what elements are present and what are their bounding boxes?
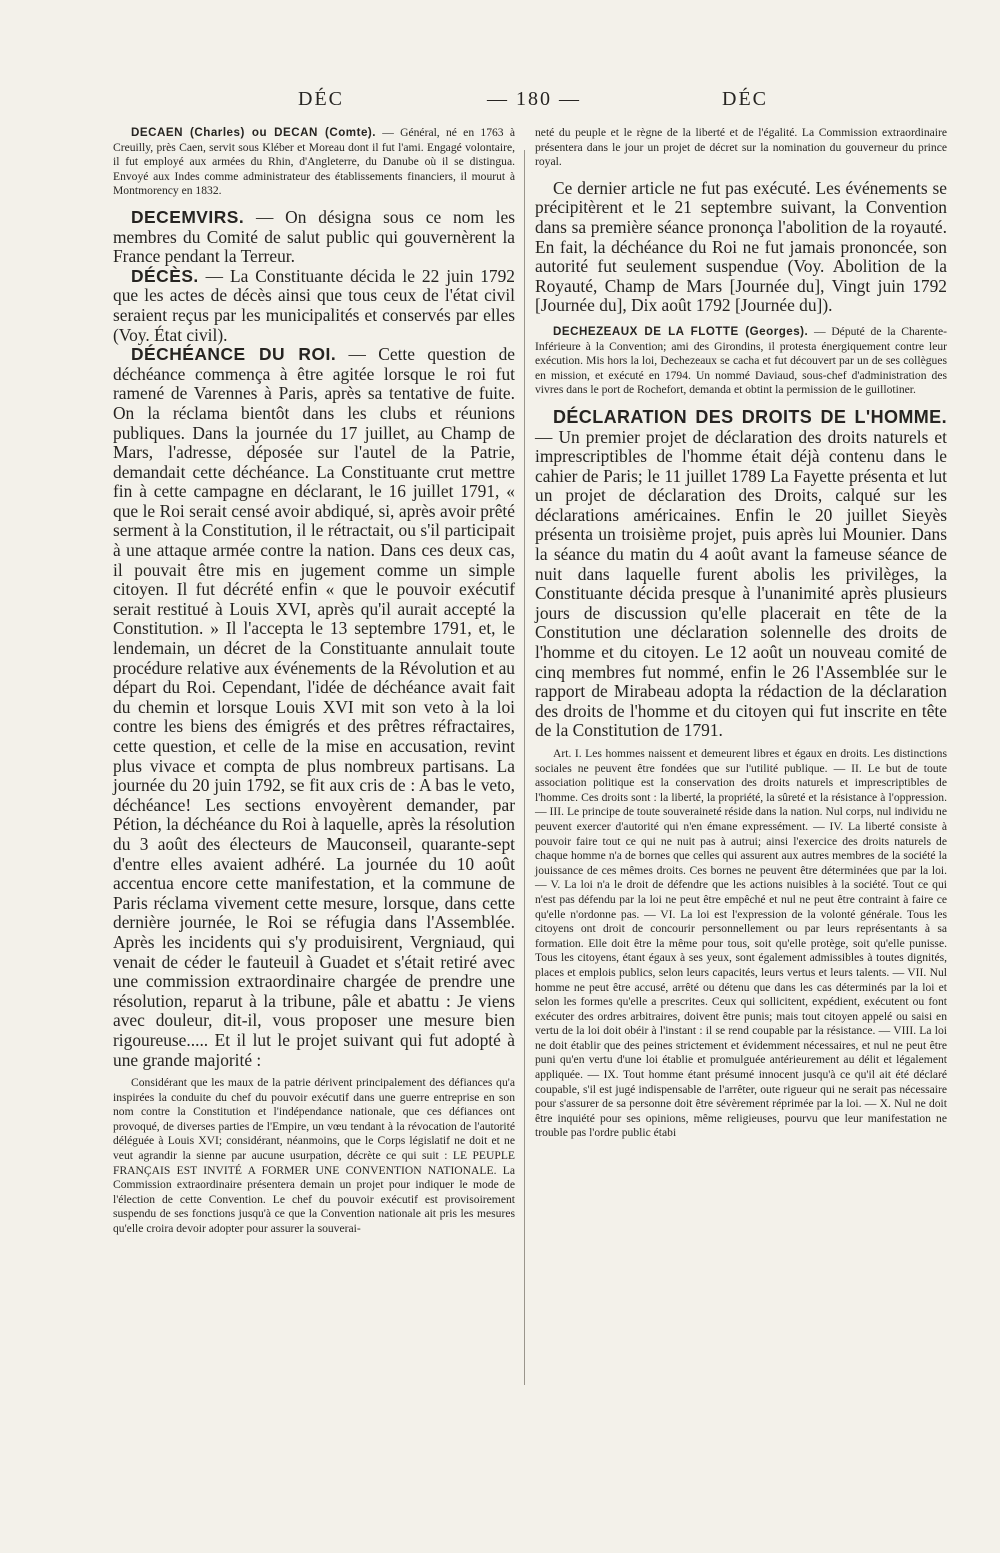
page-number: — 180 — <box>487 88 581 110</box>
entry-decaen <box>113 126 515 199</box>
entry-text-deces: — La Constituante décida le 22 juin 1792 que les actes de décès ainsi que tous ceux de l'état civil seraient reçus par les municipalités et conservés par elles (Voy. État civil). <box>113 265 515 345</box>
left-column <box>113 126 515 1237</box>
decree-text: Considérant que les maux de la patrie dérivent principalement des défiances qu'a inspirées la conduite du chef du pouvoir exécutif dans une guerre entreprise en son nom contre la Constitution et l'indépendance nationale, que ces défiances ont provoqué, de diverses parties de l'Empire, un vœu tendant à la révocation de l'autorité déléguée à Louis XVI; considérant, néanmoins, que le Corps législatif ne doit et ne veut agrandir la sienne par aucune usurpation, décrète ce qui suit : LE PEUPLE FRANÇAIS EST INVITÉ A FORMER UNE CONVENTION NATIONALE. La Commission extraordinaire présentera demain un projet pour indiquer le mode de l'élection de cette Convention. Le chef du pouvoir exécutif est provisoirement suspendu de ses fonctions jusqu'à ce que la Convention nationale ait pris les mesures qu'elle croira devoir adopter pour assurer la souverai- <box>113 1076 515 1236</box>
entry-text-declaration: — Un premier projet de déclaration des droits naturels et imprescriptibles de l'homme était déjà contenu dans le cahier de Paris; le 11 juillet 1789 La Fayette présenta et lut un projet de déclaration des Droits, calqué sur les déclarations américaines. Enfin le 20 juillet Sieyès présenta un troisième projet, puis après lui Mounier. Dans la séance du matin du 4 août avant la fameuse séance de nuit dans laquelle furent abolis les privilèges, la Constituante décida presque à l'unanimité après plusieurs jours de discussion qu'elle placerait en tête de la Constitution une déclaration solennelle des droits de l'homme et du citoyen. Le 12 août un nouveau comité de cinq membres fut nommé, enfin le 26 l'Assemblée sur le rapport de Mirabeau adopta la rédaction de la déclaration des droits de l'homme et du citoyen qui fut inscrite en tête de la Constitution de 1791. <box>535 426 947 741</box>
running-head-left: DÉC <box>298 88 344 110</box>
headword-decheance: DÉCHÉANCE DU ROI. <box>131 344 337 365</box>
column-divider <box>524 150 525 1385</box>
headword-declaration: DÉCLARATION DES DROITS DE L'HOMME. <box>553 406 947 427</box>
right-column <box>535 126 947 1141</box>
declaration-articles: Art. I. Les hommes naissent et demeurent libres et égaux en droits. Les distinctions sociales ne peuvent être fondées que sur l'utilité publique. — II. Le but de toute association politique est la conservation des droits naturels et imprescriptibles de l'homme. Ces droits sont : la liberté, la propriété, la sûreté et la résistance à l'oppression. — III. Le principe de toute souveraineté réside dans la nation. Nul corps, nul individu ne peuvent exercer d'autorité qui n'en émane expressément. — IV. La liberté consiste à pouvoir faire tout ce qui ne nuit pas à autrui; ainsi l'exercice des droits naturels de chaque homme n'a de bornes que celles qui assurent aux autres membres de la société la jouissance de ces mêmes droits. Ces bornes ne peuvent être déterminées que par la loi. — V. La loi n'a le droit de défendre que les actions nuisibles à la société. Tout ce qui n'est pas défendu par la loi ne peut être empêché et nul ne peut être contraint à faire ce qu'elle n'ordonne pas. — VI. La loi est l'expression de la volonté générale. Tous les citoyens ont droit de concourir personnellement ou par leurs représentants à sa formation. Elle doit être la même pour tous, soit qu'elle protège, soit qu'elle punisse. Tous les citoyens, étant égaux à ses yeux, sont également admissibles à toutes dignités, places et emplois publics, selon leurs capacités, leurs vertus et leurs talents. — VII. Nul homme ne peut être accusé, arrêté ou détenu que dans les cas déterminés par la loi et selon les formes qu'elle a prescrites. Ceux qui sollicitent, expédient, exécutent ou font exécuter des ordres arbitraires, doivent être punis; mais tout citoyen appelé ou saisi en vertu de la loi doit obéir à l'instant : il se rend coupable par la résistance. — VIII. La loi ne doit établir que des peines strictement et évidemment nécessaires, et nul ne peut être puni qu'en vertu d'une loi établie et promulguée antérieurement au délit et légalement appliquée. — IX. Tout homme étant présumé innocent jusqu'à ce qu'il ait été déclaré coupable, s'il est jugé indispensable de l'arrêter, oute rigueur qui ne serait pas nécessaire pour s'assurer de sa personne doit être sévèrement réprimée par la loi. — X. Nul ne doit être inquiété pour ses opinions, même religieuses, pourvu que leur manifestation ne trouble pas l'ordre public étabi <box>535 747 947 1140</box>
headword-decaen: DECAEN (Charles) ou DECAN (Comte). <box>131 126 376 139</box>
entry-decheance <box>113 345 515 1070</box>
entry-declaration <box>535 407 947 741</box>
entry-text-dechezeaux: — Député de la Charente-Inférieure à la Convention; ami des Girondins, il protesta énergiquement contre leur exécution. Mis hors la loi, Dechezeaux se cacha et fut découvert par un de ses collègues en mission, et exécuté en 1794. Un nommé Daviaud, sous-chef d'administration des vivres dans le port de Rochefort, demanda et obtint la permission de le guillotiner. <box>535 324 947 397</box>
running-head-right: DÉC <box>722 88 768 110</box>
entry-text-decemvirs: — On désigna sous ce nom les membres du Comité de salut public qui gouvernèrent la France pendant la Terreur. <box>113 206 515 267</box>
decree-continuation: neté du peuple et le règne de la liberté et de l'égalité. La Commission extraordinaire présentera dans le jour un projet de décret sur la nomination du gouverneur du prince royal. <box>535 126 947 169</box>
entry-text-decaen: — Général, né en 1763 à Creuilly, près Caen, servit sous Kléber et Moreau dont il fut l'ami. Engagé volontaire, il fut employé aux armées du Rhin, d'Angleterre, du Danube où il se distingua. Envoyé aux Indes comme administrateur des établissements financiers, il mourut à Montmorency en 1832. <box>113 126 515 198</box>
headword-decemvirs: DECEMVIRS. <box>131 206 245 227</box>
headword-dechezeaux: DECHEZEAUX DE LA FLOTTE (Georges). <box>553 324 809 338</box>
entry-text-decheance: — Cette question de déchéance commença à être agitée lorsque le roi fut ramené de Varennes à Paris, après sa tentative de fuite. On la réclama bientôt dans les clubs et réunions publiques. Dans la journée du 17 juillet, au Champ de Mars, l'adresse, déposée sur l'autel de la Patrie, demandait cette déchéance. La Constituante crut mettre fin à cette campagne en déclarant, le 16 juillet 1791, « que le Roi serait censé avoir abdiqué, si, après avoir prêté serment à la Constitution, il le rétractait, ou s'il participait à une attaque armée contre la nation. Dans ces deux cas, il pouvait être mis en jugement comme un simple citoyen. Il fut décrété enfin « que le pouvoir exécutif serait restitué à Louis XVI, après qu'il aurait accepté la Constitution. » Il l'accepta le 13 septembre 1791, et, le lendemain, un décret de la Constituante annulait toute procédure relative aux événements de la Révolution et au départ du Roi. Cependant, l'idée de déchéance avait fait du chemin et lorsque Louis XVI mit son veto à la loi contre les biens des émigrés et des prêtres réfractaires, cette question, et celle de la mise en accusation, revint plus vivace et compta de plus nombreux partisans. La journée du 20 juin 1792, se fit aux cris de : A bas le veto, déchéance! Les sections envoyèrent demander, par Pétion, la déchéance du Roi à laquelle, après la résolution du 3 août des électeurs de Mauconseil, quarante-sept d'entre elles avaient adhéré. La journée du 10 août accentua encore cette manifestation, et la commune de Paris réclama vivement cette mesure, lorsque, dans cette dernière journée, le Roi se réfugia dans l'Assemblée. Après les incidents qui s'y produisirent, Vergniaud, qui venait de céder le fauteuil à Guadet et s'était retiré avec une commission extraordinaire chargée de prendre une résolution, reparut à la tribune, pâle et abattu : Je viens avec douleur, dit-il, vous proposer une mesure bien rigoureuse..... Et il lut le projet suivant qui fut adopté à une grande majorité : <box>113 344 516 1070</box>
headword-deces: DÉCÈS. <box>131 265 199 286</box>
entry-deces <box>113 267 515 345</box>
entry-dechezeaux <box>535 325 947 398</box>
entry-decemvirs <box>113 208 515 267</box>
entry-decheance-end: Ce dernier article ne fut pas exécuté. Les événements se précipitèrent et le 21 septembre suivant, la Convention dans sa première séance prononça l'abolition de la royauté. En fait, la déchéance du Roi ne fut jamais prononcée, son autorité fut seulement suspendue (Voy. Abolition de la Royauté, Champ de Mars [Journée du], Vingt juin 1792 [Journée du], Dix août 1792 [Journée du]). <box>535 177 947 316</box>
